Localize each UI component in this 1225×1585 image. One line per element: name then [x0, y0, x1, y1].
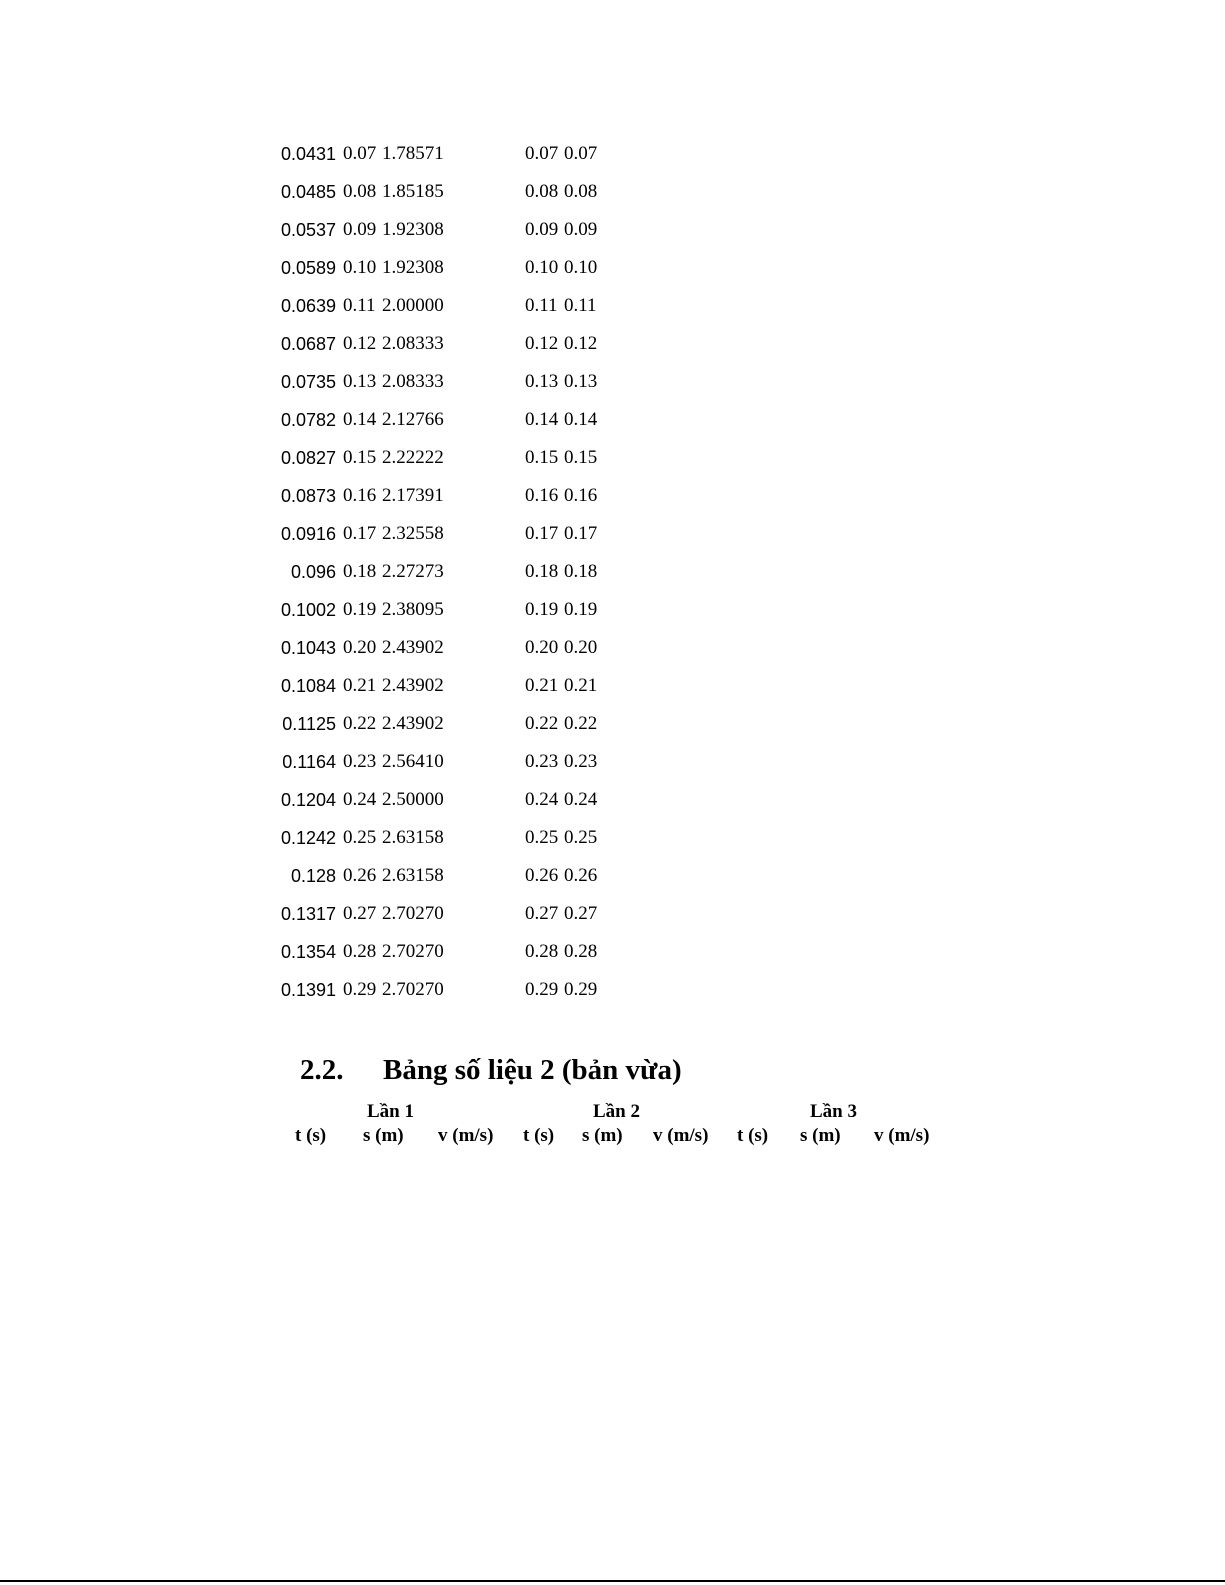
cell-b: 0.15 [564, 447, 598, 468]
cell-a: 0.24 [525, 789, 559, 810]
cell-v: 2.56410 [382, 751, 444, 772]
column-header-s-1: s (m) [363, 1125, 404, 1146]
cell-v: 2.08333 [382, 371, 444, 392]
cell-t: 0.1043 [280, 638, 336, 658]
cell-b: 0.24 [564, 789, 598, 810]
cell-t: 0.1354 [280, 942, 336, 962]
page-bottom-rule [0, 1580, 1225, 1582]
cell-v: 2.43902 [382, 675, 444, 696]
table-row [0, 901, 1225, 927]
cell-a: 0.08 [525, 181, 559, 202]
cell-t: 0.0827 [280, 448, 336, 468]
table-row [0, 255, 1225, 281]
cell-v: 1.92308 [382, 219, 444, 240]
cell-s: 0.17 [343, 523, 377, 544]
cell-s: 0.21 [343, 675, 377, 696]
cell-t: 0.0485 [280, 182, 336, 202]
cell-a: 0.20 [525, 637, 559, 658]
cell-s: 0.29 [343, 979, 377, 1000]
cell-b: 0.23 [564, 751, 598, 772]
column-header-v-1: v (m/s) [438, 1125, 494, 1146]
table-row [0, 977, 1225, 1003]
cell-a: 0.23 [525, 751, 559, 772]
run-label-3: Lần 3 [810, 1101, 857, 1122]
table-row [0, 635, 1225, 661]
cell-v: 2.70270 [382, 941, 444, 962]
cell-v: 2.08333 [382, 333, 444, 354]
cell-b: 0.21 [564, 675, 598, 696]
cell-s: 0.12 [343, 333, 377, 354]
cell-b: 0.09 [564, 219, 598, 240]
table-row [0, 673, 1225, 699]
cell-t: 0.1164 [282, 752, 336, 772]
table-row [0, 179, 1225, 205]
cell-s: 0.23 [343, 751, 377, 772]
cell-s: 0.25 [343, 827, 377, 848]
cell-v: 2.70270 [382, 903, 444, 924]
cell-v: 2.63158 [382, 827, 444, 848]
cell-t: 0.1002 [280, 600, 336, 620]
cell-s: 0.11 [343, 295, 376, 316]
cell-a: 0.16 [525, 485, 559, 506]
table-row [0, 597, 1225, 623]
cell-a: 0.26 [525, 865, 559, 886]
cell-t: 0.096 [290, 562, 336, 582]
cell-a: 0.21 [525, 675, 559, 696]
cell-v: 2.32558 [382, 523, 444, 544]
cell-s: 0.24 [343, 789, 377, 810]
cell-b: 0.11 [564, 295, 597, 316]
cell-a: 0.25 [525, 827, 559, 848]
cell-a: 0.22 [525, 713, 559, 734]
column-header-s-3: s (m) [800, 1125, 841, 1146]
cell-b: 0.08 [564, 181, 598, 202]
cell-v: 2.00000 [382, 295, 444, 316]
column-header-v-3: v (m/s) [874, 1125, 930, 1146]
cell-s: 0.10 [343, 257, 377, 278]
cell-a: 0.09 [525, 219, 559, 240]
table-row [0, 711, 1225, 737]
cell-b: 0.25 [564, 827, 598, 848]
cell-v: 2.22222 [382, 447, 444, 468]
cell-v: 2.70270 [382, 979, 444, 1000]
cell-s: 0.20 [343, 637, 377, 658]
data-table-2-header [0, 1100, 1225, 1160]
cell-b: 0.29 [564, 979, 598, 1000]
cell-s: 0.26 [343, 865, 377, 886]
cell-v: 2.43902 [382, 637, 444, 658]
cell-a: 0.13 [525, 371, 559, 392]
column-header-t-2: t (s) [523, 1125, 555, 1146]
cell-v: 1.78571 [382, 143, 444, 164]
cell-v: 2.50000 [382, 789, 444, 810]
cell-s: 0.27 [343, 903, 377, 924]
table-row [0, 293, 1225, 319]
cell-b: 0.10 [564, 257, 598, 278]
cell-a: 0.14 [525, 409, 559, 430]
cell-t: 0.1242 [280, 828, 336, 848]
table-row [0, 483, 1225, 509]
cell-t: 0.1317 [280, 904, 336, 924]
cell-s: 0.16 [343, 485, 377, 506]
table-row [0, 863, 1225, 889]
cell-b: 0.17 [564, 523, 598, 544]
cell-t: 0.1391 [280, 980, 336, 1000]
cell-b: 0.14 [564, 409, 598, 430]
cell-b: 0.12 [564, 333, 598, 354]
cell-s: 0.18 [343, 561, 377, 582]
table-row [0, 141, 1225, 167]
cell-t: 0.1204 [280, 790, 336, 810]
cell-v: 2.17391 [382, 485, 444, 506]
cell-t: 0.0687 [280, 334, 336, 354]
cell-v: 1.85185 [382, 181, 444, 202]
cell-s: 0.28 [343, 941, 377, 962]
cell-v: 2.43902 [382, 713, 444, 734]
cell-a: 0.17 [525, 523, 559, 544]
cell-a: 0.19 [525, 599, 559, 620]
cell-t: 0.0639 [280, 296, 336, 316]
table-row [0, 787, 1225, 813]
cell-b: 0.19 [564, 599, 598, 620]
column-header-s-2: s (m) [582, 1125, 623, 1146]
cell-v: 2.63158 [382, 865, 444, 886]
cell-a: 0.10 [525, 257, 559, 278]
cell-t: 0.0782 [280, 410, 336, 430]
column-header-t-1: t (s) [295, 1125, 327, 1146]
cell-s: 0.19 [343, 599, 377, 620]
run-label-1: Lần 1 [367, 1101, 414, 1122]
table-row [0, 369, 1225, 395]
table-row [0, 559, 1225, 585]
cell-s: 0.15 [343, 447, 377, 468]
cell-b: 0.18 [564, 561, 598, 582]
cell-v: 1.92308 [382, 257, 444, 278]
cell-a: 0.28 [525, 941, 559, 962]
cell-t: 0.0537 [280, 220, 336, 240]
table-row [0, 939, 1225, 965]
cell-t: 0.0873 [280, 486, 336, 506]
table-row [0, 749, 1225, 775]
cell-t: 0.0431 [280, 144, 336, 164]
table-row [0, 217, 1225, 243]
table-row [0, 331, 1225, 357]
cell-s: 0.07 [343, 143, 377, 164]
table-row [0, 407, 1225, 433]
column-header-v-2: v (m/s) [653, 1125, 709, 1146]
cell-b: 0.26 [564, 865, 598, 886]
run-label-2: Lần 2 [593, 1101, 640, 1122]
cell-a: 0.18 [525, 561, 559, 582]
cell-a: 0.07 [525, 143, 559, 164]
cell-a: 0.27 [525, 903, 559, 924]
section-title: Bảng số liệu 2 (bản vừa) [383, 1054, 682, 1086]
cell-a: 0.15 [525, 447, 559, 468]
cell-t: 0.1125 [282, 714, 336, 734]
cell-b: 0.20 [564, 637, 598, 658]
cell-b: 0.27 [564, 903, 598, 924]
cell-t: 0.0916 [280, 524, 336, 544]
cell-a: 0.12 [525, 333, 559, 354]
cell-s: 0.13 [343, 371, 377, 392]
cell-t: 0.0589 [280, 258, 336, 278]
column-header-t-3: t (s) [737, 1125, 769, 1146]
cell-s: 0.22 [343, 713, 377, 734]
cell-a: 0.29 [525, 979, 559, 1000]
cell-b: 0.16 [564, 485, 598, 506]
cell-v: 2.27273 [382, 561, 444, 582]
cell-v: 2.12766 [382, 409, 444, 430]
cell-b: 0.28 [564, 941, 598, 962]
cell-b: 0.22 [564, 713, 598, 734]
cell-t: 0.128 [290, 866, 336, 886]
cell-t: 0.0735 [280, 372, 336, 392]
table-row [0, 445, 1225, 471]
cell-s: 0.08 [343, 181, 377, 202]
table-row [0, 825, 1225, 851]
cell-s: 0.09 [343, 219, 377, 240]
cell-s: 0.14 [343, 409, 377, 430]
section-number: 2.2. [300, 1054, 344, 1086]
cell-a: 0.11 [525, 295, 558, 316]
cell-b: 0.13 [564, 371, 598, 392]
cell-b: 0.07 [564, 143, 598, 164]
cell-t: 0.1084 [280, 676, 336, 696]
cell-v: 2.38095 [382, 599, 444, 620]
table-row [0, 521, 1225, 547]
